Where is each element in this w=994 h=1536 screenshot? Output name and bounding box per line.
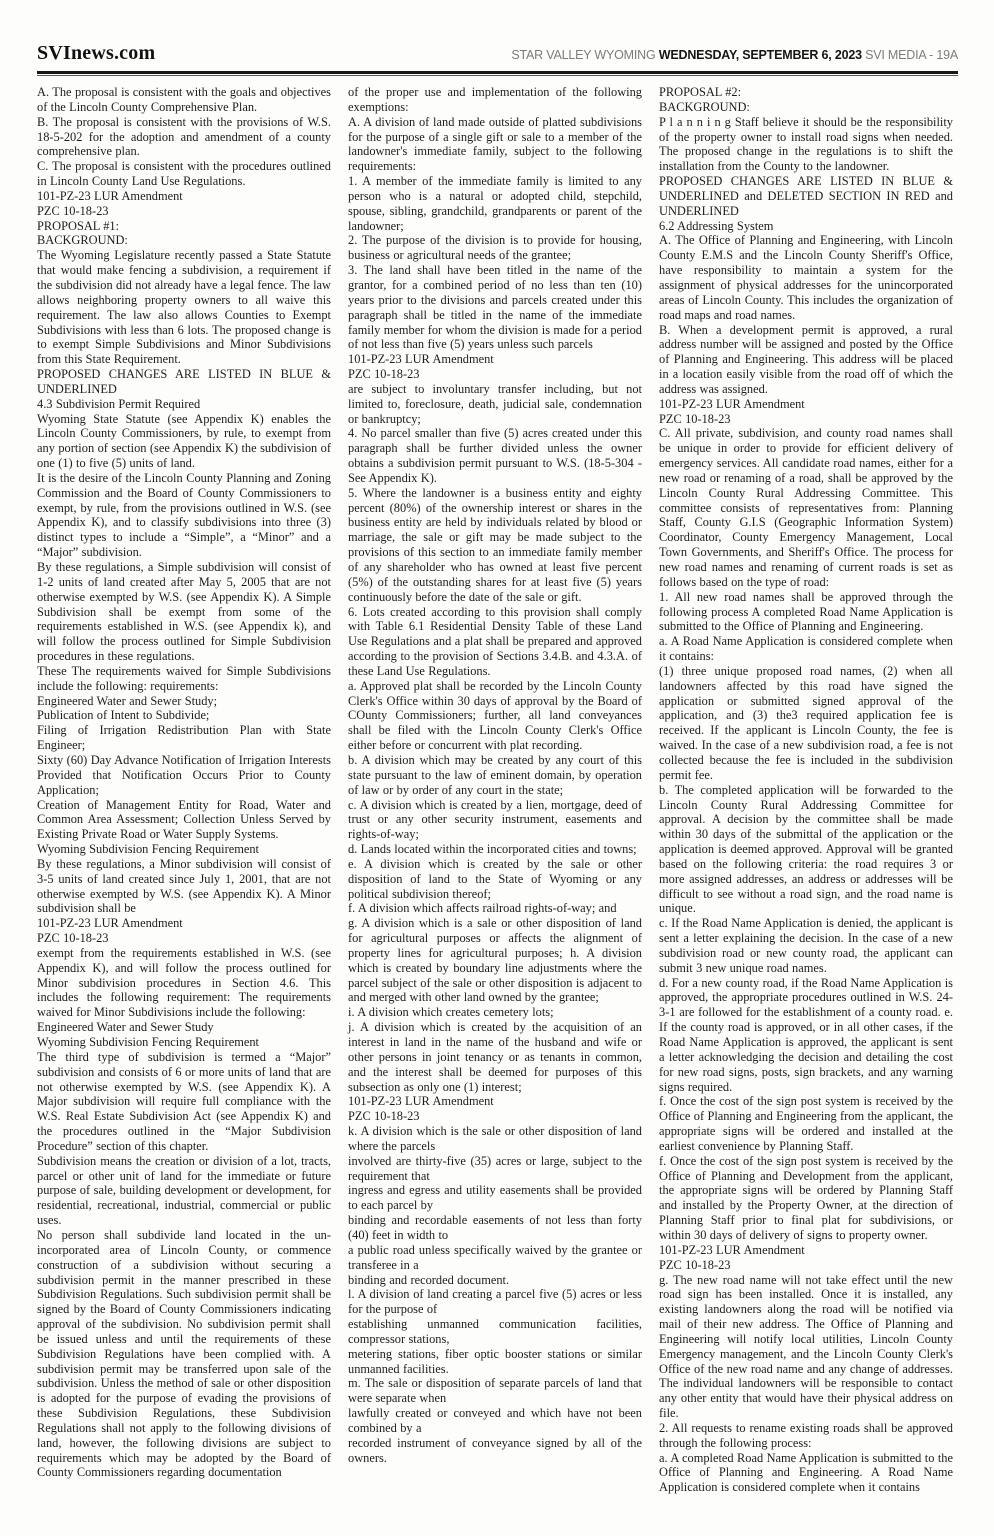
paragraph: A. A division of land made outside of platted subdivisions for the purpose of a single gift or sale to a member of the landowner's immediate family, subject to the following requirements: xyxy=(348,114,642,174)
paragraph: f. A division which affects railroad rights-of-way; and xyxy=(348,901,617,916)
column-3 xyxy=(659,85,953,1495)
paragraph: By these regulations, a Simple subdivision will consist of 1-2 units of land created after May 5, 2005 that are not otherwise exempted by W.S. (see Appendix K). A Simple Subdivision shall be exempt from some of the requirements established in W.S. (see Appendix k), and will follow the process outlined for Simple Subdivision procedures in these regulations. xyxy=(37,560,331,664)
paragraph: It is the desire of the Lincoln County Planning and Zoning Commission and the Board of County Commissioners to exempt, by rule, from the provisions outlined in W.S. (see Appendix K), and to classify subdivisions into three (3) distinct types to include a “Simple”, a “Minor” and a “Major” subdivision. xyxy=(37,470,331,560)
paragraph: a. A completed Road Name Application is submitted to the Office of Planning and Engineering. A Road Name Application is considered complete when it contains xyxy=(659,1450,953,1495)
paragraph: i. A division which creates cemetery lots; xyxy=(348,1005,554,1020)
paragraph: Publication of Intent to Subdivide; xyxy=(37,708,210,723)
paragraph: The Wyoming Legislature recently passed a State Statute that would make fencing a subdivision, a requirement if the subdivision did not already have a legal fence. The law allows neighboring property owners to all waive this requirement. The law also allows Counties to Exempt Subdivisions with less than 6 lots. The proposed change is to exempt Simple Subdivisions and Minor Subdivisions from this State Requirement. xyxy=(37,248,331,367)
paragraph: PROPOSAL #1: xyxy=(37,218,120,233)
paragraph: 1. A member of the immediate family is limited to any person who is a natural or adopted child, stepchild, spouse, sibling, grandchild, grandparents or parent of the landowner; xyxy=(348,174,642,233)
paragraph: PZC 10-18-23 xyxy=(348,367,420,382)
paragraph: BACKGROUND: xyxy=(659,99,750,114)
paragraph: A. The Office of Planning and Engineering, with Lincoln County E.M.S and the Lincoln County Sheriff's Office, have responsibility to maintain a system for the assignment of physical addresses for the unincorporated areas of Lincoln County. This includes the organization of road maps and road names. xyxy=(659,233,953,322)
paragraph: B. The proposal is consistent with the provisions of W.S. 18-5-202 for the adoption and amendment of a county comprehensive plan. xyxy=(37,114,331,159)
paragraph: d. For a new county road, if the Road Name Application is approved, the appropriate procedures outlined in W.S. 24-3-1 are followed for the establishment of a county road. e. If the county road is approved, or in all other cases, if the Road Name Application is approved, the applicant is sent a letter acknowledging the decision and detailing the cost for new road signs, posts, sign brackets, and any warning signs required. xyxy=(659,975,953,1094)
masthead xyxy=(37,42,958,71)
paragraph: PZC 10-18-23 xyxy=(348,1109,420,1124)
date-label: WEDNESDAY, SEPTEMBER 6, 2023 xyxy=(658,48,862,62)
paragraph: involved are thirty-five (35) acres or large, subject to the requirement that xyxy=(348,1153,642,1183)
paragraph: A. The proposal is consistent with the goals and objectives of the Lincoln County Comprehensive Plan. xyxy=(37,85,331,114)
paragraph: C. All private, subdivision, and county road names shall be unique in order to provide for efficient delivery of emergency services. All candidate road names, either for a new road or renaming of a road, shall be approved by the Lincoln County Rural Addressing Committee. This committee consists of representatives from: Planning Staff, County G.I.S (Geographic Information System) Coordinator, County Emergency Management, Local Town Governments, and Sheriff's Office. The process for new road names and renaming of current roads is set as follows based on the type of road: xyxy=(659,426,953,589)
paragraph: BACKGROUND: xyxy=(37,233,128,248)
paragraph: f. Once the cost of the sign post system is received by the Office of Planning and Development from the applicant, the appropriate signs will be ordered by Planning Staff and installed by the Property Owner, at the direction of Planning Staff prior to final plat for subdivisions, or within 30 days of delivery of signs to property owner. xyxy=(659,1153,953,1242)
paragraph: PROPOSED CHANGES ARE LISTED IN BLUE & UNDERLINED xyxy=(37,367,331,396)
paragraph: 101-PZ-23 LUR Amendment xyxy=(659,1242,805,1257)
paragraph: 2. The purpose of the division is to provide for housing, business or agricultural needs of the grantee; xyxy=(348,233,642,263)
paragraph: PZC 10-18-23 xyxy=(37,203,109,218)
paragraph: b. The completed application will be forwarded to the Lincoln County Rural Addressing Committee for approval. A decision by the committee shall be made within 30 days of the submittal of the application or the application is deemed approved. Approval will be granted based on the following criteria: the road requires 3 or more assigned addresses, an address or addresses will be difficult to see without a road sign, and the road name is unique. xyxy=(659,782,953,916)
paragraph: 3. The land shall have been titled in the name of the grantor, for a combined period of no less than ten (10) years prior to the divisions and parcels created under this paragraph shall be titled in the name of the immediate family member for whom the division is made for a period of not less than five (5) years unless such parcels xyxy=(348,263,642,352)
paragraph: e. A division which is created by the sale or other disposition of land to the State of Wyoming or any political subdivision thereof; xyxy=(348,856,642,901)
paragraph: g. A division which is a sale or other disposition of land for agricultural purposes or affects the alignment of property lines for agricultural purposes; h. A division which is created by boundary line adjustments where the parcel subject of the sale or other disposition is adjacent to and merged with other land owned by the grantee; xyxy=(348,916,642,1005)
paragraph: B. When a development permit is approved, a rural address number will be assigned and posted by the Office of Planning and Engineering. This address will be placed in a location easily visible from the road off of which the address was assigned. xyxy=(659,322,953,396)
paragraph: PROPOSAL #2: xyxy=(659,85,742,99)
paragraph: 101-PZ-23 LUR Amendment xyxy=(348,1094,494,1109)
paragraph: establishing unmanned communication facilities, compressor stations, xyxy=(348,1317,642,1346)
paragraph: Wyoming State Statute (see Appendix K) enables the Lincoln County Commissioners, by rule, to exempt from any portion of section (see Appendix K) the subdivision of one (1) to five (5) units of land. xyxy=(37,411,331,471)
paragraph: 1. All new road names shall be approved through the following process A completed Road Name Application is submitted to the Office of Planning and Engineering. xyxy=(659,589,953,634)
paragraph: PZC 10-18-23 xyxy=(37,931,109,946)
paragraph: These The requirements waived for Simple Subdivisions include the following: requirements: xyxy=(37,663,331,693)
paragraph: 4.3 Subdivision Permit Required xyxy=(37,396,201,411)
paragraph: 101-PZ-23 LUR Amendment xyxy=(659,396,805,411)
paragraph: lawfully created or conveyed and which have not been combined by a xyxy=(348,1406,642,1435)
paragraph: b. A division which may be created by any court of this state pursuant to the law of eminent domain, by operation of law or by order of any court in the state; xyxy=(348,752,642,797)
paragraph: Sixty (60) Day Advance Notification of Irrigation Interests Provided that Notification Occurs Prior to County Application; xyxy=(37,752,331,797)
paragraph: a public road unless specifically waived by the grantee or transferee in a xyxy=(348,1242,642,1272)
paragraph: g. The new road name will not take effect until the new road sign has been installed. Once it is installed, any existing landowners along the road will be notified via mail of their new address. The Office of Planning and Engineering will notify local utilities, Lincoln County Emergency management, and the Lincoln County Clerk's Office of the new road name and any change of addresses. The individual landowners will be responsible to contact any other entity that would have their physical address on file. xyxy=(659,1272,953,1421)
paragraph: Filing of Irrigation Redistribution Plan with State Engineer; xyxy=(37,723,331,753)
location-label: STAR VALLEY WYOMING xyxy=(511,48,659,62)
paragraph: a. A Road Name Application is considered complete when it contains: xyxy=(659,634,953,664)
page-number-label: SVI MEDIA - 19A xyxy=(861,48,958,62)
paragraph: Creation of Management Entity for Road, Water and Common Area Assessment; Collection Unless Served by Existing Private Road or Water Supply Systems. xyxy=(37,797,331,842)
paragraph: d. Lands located within the incorporated cities and towns; xyxy=(348,842,637,857)
site-logo[interactable]: SVInews.com xyxy=(37,42,156,64)
paragraph: binding and recordable easements of not less than forty (40) feet in width to xyxy=(348,1213,642,1242)
paragraph: of the proper use and implementation of the following exemptions: xyxy=(348,85,642,114)
paragraph: Engineered Water and Sewer Study xyxy=(37,1020,214,1035)
paragraph: j. A division which is created by the acquisition of an interest in land in the name of the husband and wife or other persons in joint tenancy or as tenants in common, and the interest shall be deemed for purposes of this subsection as only one (1) interest; xyxy=(348,1020,642,1094)
paragraph: Wyoming Subdivision Fencing Requirement xyxy=(37,1035,259,1049)
paragraph: l. A division of land creating a parcel five (5) acres or less for the purpose of xyxy=(348,1287,642,1317)
paragraph: C. The proposal is consistent with the procedures outlined in Lincoln County Land Use Regulations. xyxy=(37,159,331,189)
paragraph: Engineered Water and Sewer Study; xyxy=(37,693,218,708)
masthead-rule xyxy=(37,71,958,76)
paragraph: a. Approved plat shall be recorded by the Lincoln County Clerk's Office within 30 days of approval by the Board of COunty Commissioners; further, all land conveyances shall be filed with the Lincoln County Clerk's Office either before or concurrent with plat recording. xyxy=(348,678,642,753)
paragraph: 101-PZ-23 LUR Amendment xyxy=(37,916,183,931)
column-2 xyxy=(348,85,642,1495)
article-columns xyxy=(37,85,958,1495)
paragraph: PZC 10-18-23 xyxy=(659,1257,731,1272)
paragraph: The third type of subdivision is termed a “Major” subdivision and consists of 6 or more units of land that are not otherwise exempted by W.S. (see Appendix K). A Major subdivision will require full compliance with the W.S. Real Estate Subdivision Act (see Appendix K) and the procedures outlined in the “Major Subdivision Procedure” section of this chapter. xyxy=(37,1049,331,1153)
paragraph: PROPOSED CHANGES ARE LISTED IN BLUE & UNDERLINED and DELETED SECTION IN RED and UNDERLINED xyxy=(659,174,953,218)
paragraph: recorded instrument of conveyance signed by all of the owners. xyxy=(348,1435,642,1465)
paragraph: 101-PZ-23 LUR Amendment xyxy=(348,352,494,367)
paragraph: Subdivision means the creation or division of a lot, tracts, parcel or other unit of land for the immediate or future purpose of sale, building development or development, for residential, recreational, industrial, commercial or public uses. xyxy=(37,1153,331,1228)
paragraph: 101-PZ-23 LUR Amendment xyxy=(37,188,183,203)
paragraph: are subject to involuntary transfer including, but not limited to, foreclosure, death, judicial sale, condemnation or bankruptcy; xyxy=(348,381,642,426)
paragraph: Wyoming Subdivision Fencing Requirement xyxy=(37,842,259,857)
paragraph: c. If the Road Name Application is denied, the applicant is sent a letter explaining the decision. In the case of a new subdivision road or new county road, the applicant can submit 3 new unique road names. xyxy=(659,916,953,975)
paragraph: 6.2 Addressing System xyxy=(659,218,774,233)
paragraph: P l a n n i n g Staff believe it should be the responsibility of the property owner to install road signs when needed. The proposed change in the regulations is to shift the installation from the County to the landowner. xyxy=(659,114,953,174)
column-1 xyxy=(37,85,331,1495)
paragraph: No person shall subdivide land located in the un-incorporated area of Lincoln County, or commence construction of a subdivision without securing a subdivision permit in the manner prescribed in these Subdivision Regulations. Such subdivision permit shall be signed by the Board of County Commissioners indicating approval of the subdivision. No subdivision permit shall be issued unless and until the requirements of these Subdivision Regulations have been complied with. A subdivision permit may be transferred upon sale of the subdivision. Unless the method of sale or other disposition is adopted for the purpose of evading the provisions of these Subdivision Regulations, these Subdivision Regulations shall not apply to the following divisions of land, however, the following divisions are subject to requirements which may be adopted by the Board of County Commissioners regarding documentation xyxy=(37,1227,331,1480)
paragraph: binding and recorded document. xyxy=(348,1272,510,1287)
paragraph: k. A division which is the sale or other disposition of land where the parcels xyxy=(348,1124,642,1153)
paragraph: 5. Where the landowner is a business entity and eighty percent (80%) of the ownership interest or shares in the business entity are held by individuals related by blood or marriage, the sale or gift may be made subject to the provisions of this section to an immediate family member of any shareholder who has owned at least five percent (5%) of the outstanding shares for at least five (5) years continuously before the date of the sale or gift. xyxy=(348,485,642,604)
paragraph: PZC 10-18-23 xyxy=(659,411,731,426)
paragraph: ingress and egress and utility easements shall be provided to each parcel by xyxy=(348,1183,642,1213)
paragraph: metering stations, fiber optic booster stations or similar unmanned facilities. xyxy=(348,1346,642,1376)
paragraph: m. The sale or disposition of separate parcels of land that were separate when xyxy=(348,1376,642,1406)
dateline xyxy=(511,48,958,62)
paragraph: 4. No parcel smaller than five (5) acres created under this paragraph shall be further divided unless the owner obtains a subdivision permit pursuant to W.S. (18-5-304 - See Appendix K). xyxy=(348,426,642,485)
paragraph: c. A division which is created by a lien, mortgage, deed of trust or any other security instrument, easements and rights-of-way; xyxy=(348,797,642,842)
paragraph: f. Once the cost of the sign post system is received by the Office of Planning and Engineering from the applicant, the appropriate signs will be ordered and installed at the earliest convenience by Planning Staff. xyxy=(659,1094,953,1153)
paragraph: 2. All requests to rename existing roads shall be approved through the following process: xyxy=(659,1420,953,1450)
paragraph: exempt from the requirements established in W.S. (see Appendix K), and will follow the process outlined for Minor subdivision procedures in Section 4.6. This includes the following requirement: The requirements waived for Minor Subdivisions include the following: xyxy=(37,945,331,1020)
paragraph: (1) three unique proposed road names, (2) when all landowners affected by this road have signed the application or submitted signed approval of the application, and (3) the3 required application fee is received. If the applicant is Lincoln County, the fee is waived. In the case of a new subdivision road, a fee is not collected because the fee is included in the subdivision permit fee. xyxy=(659,663,953,782)
paragraph: By these regulations, a Minor subdivision will consist of 3-5 units of land created since July 1, 2001, that are not otherwise exempted by W.S. (see Appendix K). A Minor subdivision shall be xyxy=(37,856,331,916)
paragraph: 6. Lots created according to this provision shall comply with Table 6.1 Residential Density Table of these Land Use Regulations and a plat shall be prepared and approved according to the provision of Sections 3.4.B. and 4.3.A. of these Land Use Regulations. xyxy=(348,604,642,678)
